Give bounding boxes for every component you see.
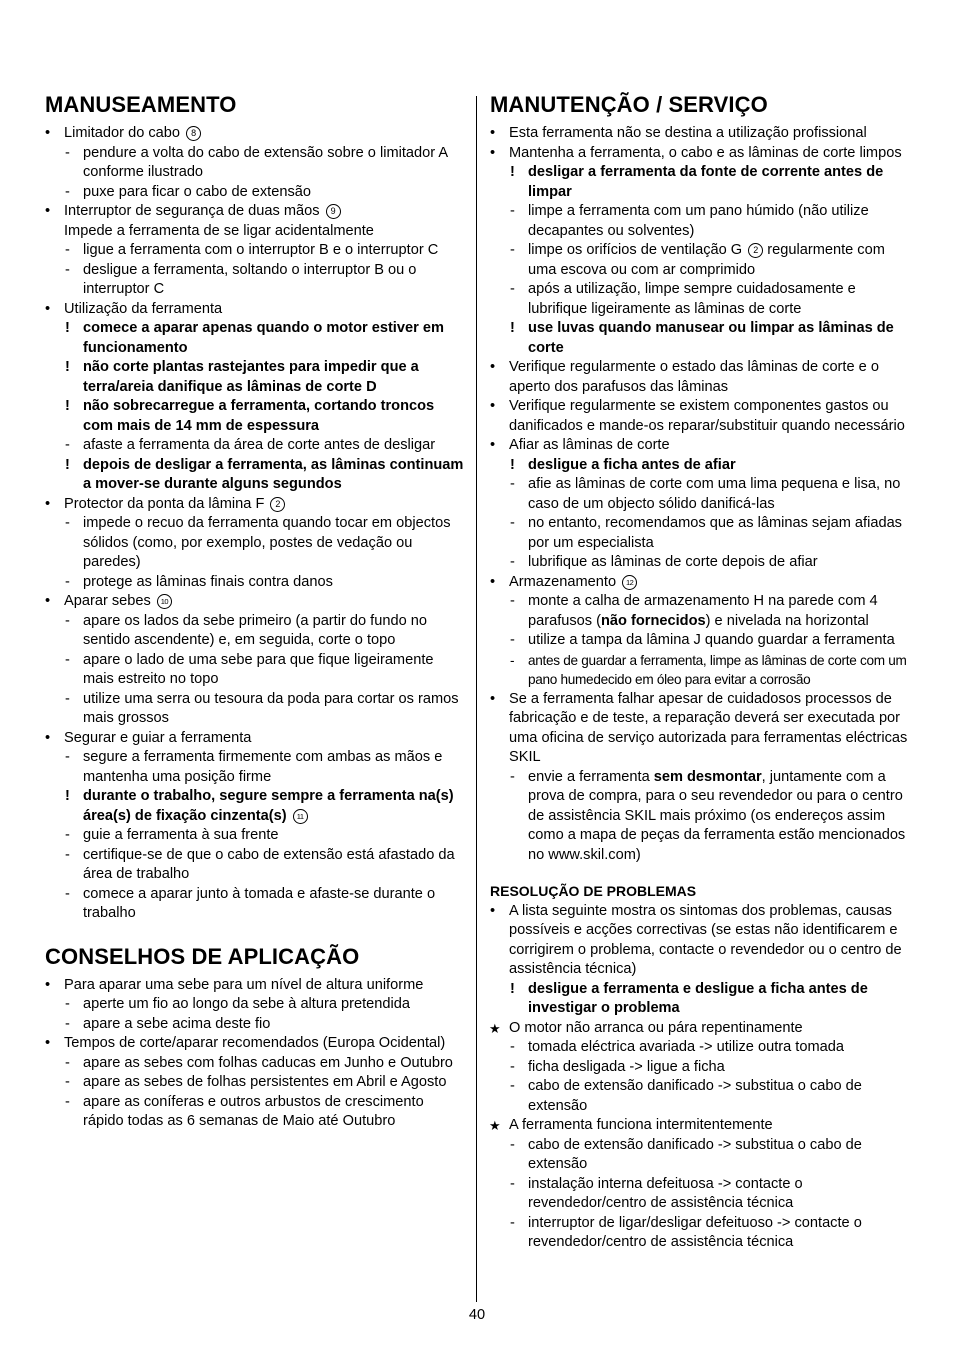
warning-item: ! use luvas quando manusear ou limpar as lâminas de corte <box>509 319 910 358</box>
sub-item: - protege as lâminas finais contra danos <box>64 573 465 593</box>
warning-item: ! desligue a ferramenta e desligue a ficha antes de investigar o problema <box>509 980 910 1019</box>
list-item-text: Interruptor de segurança de duas mãos <box>64 203 320 219</box>
sub-item: - apare o lado de uma sebe para que fique ligeiramente mais estreito no topo <box>64 651 465 690</box>
list-item-segurar <box>45 729 465 924</box>
list-item-text: A lista seguinte mostra os sintomas dos problemas, causas possíveis e acções correctivas (se estas não identificarem e corrigirem o problema, contacte o revendedor ou o centro de assistência técnica) <box>509 902 902 977</box>
problem-text: O motor não arranca ou pára repentinamente <box>509 1019 803 1036</box>
list-item-text: Segurar e guiar a ferramenta <box>64 729 252 746</box>
sub-item: - pendure a volta do cabo de extensão sobre o limitador A conforme ilustrado <box>64 144 465 183</box>
list-item: • Verifique regularmente o estado das lâminas de corte e o aperto dos parafusos das lâminas <box>490 358 910 397</box>
warning-item: ! desligue a ficha antes de afiar <box>509 456 910 476</box>
warning-item: ! não corte plantas rastejantes para impedir que a terra/areia danifique as lâminas de corte D <box>64 358 465 397</box>
sub-item: - apare as sebes com folhas caducas em Junho e Outubro <box>64 1054 465 1074</box>
list-item-text: Afiar as lâminas de corte <box>509 437 670 453</box>
section-title-conselhos: CONSELHOS DE APLICAÇÃO <box>45 943 360 969</box>
section-manuseamento <box>45 92 465 924</box>
warning-text: durante o trabalho, segure sempre a ferramenta na(s) área(s) de fixação cinzenta(s) <box>83 788 454 824</box>
sub-item-text: regularmente com uma escova ou com ar comprimido <box>528 242 885 278</box>
problem-item <box>490 1019 910 1117</box>
section-title-manuseamento: MANUSEAMENTO <box>45 92 237 117</box>
conselhos-list <box>45 976 465 1132</box>
warning-item: ! não sobrecarregue a ferramenta, cortando troncos com mais de 14 mm de espessura <box>64 397 465 436</box>
list-item-text: Tempos de corte/aparar recomendados (Europa Ocidental) <box>64 1035 446 1051</box>
warning-item <box>64 787 465 826</box>
sub-item: - limpe a ferramenta com um pano húmido (não utilize decapantes ou solventes) <box>509 202 910 241</box>
manutencao-list <box>490 124 910 865</box>
warning-item: ! depois de desligar a ferramenta, as lâminas continuam a mover-se durante alguns segundos <box>64 456 465 495</box>
sub-item-text: envie a ferramenta <box>528 768 654 785</box>
figure-ref-badge: 10 <box>157 594 172 609</box>
warning-item: ! comece a aparar apenas quando o motor estiver em funcionamento <box>64 319 465 358</box>
list-item-interruptor <box>45 202 465 300</box>
manuseamento-list <box>45 124 465 924</box>
sub-item: - apare os lados da sebe primeiro (a partir do fundo no sentido ascendente) e, em seguida, corte o topo <box>64 612 465 651</box>
list-item-afiar <box>490 436 910 573</box>
sub-item: - apare as coníferas e outros arbustos de crescimento rápido todas as 6 semanas de Maio até Outubro <box>64 1093 465 1132</box>
problem-text: A ferramenta funciona intermitentemente <box>509 1117 773 1133</box>
list-item-tempos <box>45 1034 465 1132</box>
warning-item: ! desligar a ferramenta da fonte de corrente antes de limpar <box>509 163 910 202</box>
column-divider <box>476 96 477 1302</box>
figure-ref-badge: 8 <box>186 126 201 141</box>
sub-item: - lubrifique as lâminas de corte depois de afiar <box>509 553 910 573</box>
sub-item: - após a utilização, limpe sempre cuidadosamente e lubrifique ligeiramente as lâminas de corte <box>509 280 910 319</box>
list-item-armazenamento <box>490 573 910 690</box>
list-item-protector <box>45 495 465 593</box>
sub-item-bold-text: não fornecidos <box>601 612 706 629</box>
sub-item: - comece a aparar junto à tomada e afaste-se durante o trabalho <box>64 885 465 924</box>
list-item: • Esta ferramenta não se destina a utilização profissional <box>490 124 910 144</box>
sub-item-text: limpe os orifícios de ventilação G <box>528 242 743 258</box>
list-item: • Verifique regularmente se existem componentes gastos ou danificados e mande-os reparar/substituir quando necessário <box>490 397 910 436</box>
sub-item <box>509 592 910 631</box>
figure-ref-badge: 2 <box>748 243 763 258</box>
figure-ref-badge: 11 <box>293 809 308 824</box>
list-item-limpeza <box>490 144 910 359</box>
sub-item: - utilize uma serra ou tesoura da poda para cortar os ramos mais grossos <box>64 690 465 729</box>
list-item-reparacao <box>490 690 910 866</box>
sub-item: - segure a ferramenta firmemente com ambas as mãos e mantenha uma posição firme <box>64 748 465 787</box>
sub-item: - apare a sebe acima deste fio <box>64 1015 465 1035</box>
sub-item: - cabo de extensão danificado -> substitua o cabo de extensão <box>509 1077 910 1116</box>
section-resolucao <box>490 882 910 1253</box>
sub-item: - afie as lâminas de corte com uma lima pequena e lisa, no caso de um objecto sólido danificá-las <box>509 475 910 514</box>
sub-item: - puxe para ficar o cabo de extensão <box>64 183 465 203</box>
sub-item-text: , juntamente com a prova de compra, para o seu revendedor ou para o centro de assistência SKIL mais próximo (os endereços assim como a mapa de peças da ferramenta estão mencionados no www.skil.com) <box>528 768 906 863</box>
list-item-intro <box>490 902 910 1019</box>
page-number: 40 <box>468 1307 486 1323</box>
sub-item: - utilize a tampa da lâmina J quando guardar a ferramenta <box>509 631 910 651</box>
sub-item: - guie a ferramenta à sua frente <box>64 826 465 846</box>
figure-ref-badge: 9 <box>326 204 341 219</box>
sub-item <box>509 241 910 280</box>
list-item-text: Se a ferramenta falhar apesar de cuidadosos processos de fabricação e de teste, a reparação deverá ser executada por uma oficina de serviço autorizada para ferramentas eléctricas SKIL <box>509 690 908 765</box>
sub-item-text: ) e nivelada na horizontal <box>705 612 869 629</box>
sub-item: - impede o recuo da ferramenta quando tocar em objectos sólidos (como, por exemplo, postes de vedação ou paredes) <box>64 514 465 573</box>
sub-item: - cabo de extensão danificado -> substitua o cabo de extensão <box>509 1136 910 1175</box>
list-item-text: Impede a ferramenta de se ligar acidentalmente <box>64 222 374 239</box>
sub-item: - aperte um fio ao longo da sebe à altura pretendida <box>64 995 465 1015</box>
list-item-text: Protector da ponta da lâmina F <box>64 495 265 512</box>
sub-item: - tomada eléctrica avariada -> utilize outra tomada <box>509 1038 910 1058</box>
section-conselhos <box>45 944 465 1132</box>
section-title-resolucao: RESOLUÇÃO DE PROBLEMAS <box>490 883 697 899</box>
list-item-text: Utilização da ferramenta <box>64 300 223 317</box>
right-column <box>490 92 910 1253</box>
sub-item: - antes de guardar a ferramenta, limpe as lâminas de corte com um pano humedecido em óleo para evitar a corrosão <box>509 651 910 690</box>
sub-item <box>509 768 910 866</box>
section-manutencao <box>490 92 910 865</box>
figure-ref-badge: 12 <box>622 575 637 590</box>
sub-item: - afaste a ferramenta da área de corte antes de desligar <box>64 436 465 456</box>
sub-item: - certifique-se de que o cabo de extensão está afastado da área de trabalho <box>64 846 465 885</box>
sub-item: - instalação interna defeituosa -> contacte o revendedor/centro de assistência técnica <box>509 1175 910 1214</box>
resolucao-list <box>490 902 910 1253</box>
sub-item-bold-text: sem desmontar <box>653 768 762 785</box>
left-column <box>45 92 465 1132</box>
list-item-aparar <box>45 592 465 729</box>
sub-item-text: monte a calha de armazenamento H na parede com 4 parafusos ( <box>528 593 878 629</box>
list-item-text: Aparar sebes <box>64 593 151 609</box>
list-item-text: Limitador do cabo <box>64 125 181 141</box>
problem-item <box>490 1116 910 1253</box>
sub-item: - no entanto, recomendamos que as lâminas sejam afiadas por um especialista <box>509 514 910 553</box>
sub-item: - desligue a ferramenta, soltando o interruptor B ou o interruptor C <box>64 261 465 300</box>
list-item-utilizacao <box>45 300 465 495</box>
sub-item: - apare as sebes de folhas persistentes em Abril e Agosto <box>64 1073 465 1093</box>
section-title-manutencao: MANUTENÇÃO / SERVIÇO <box>490 92 768 117</box>
sub-item: - interruptor de ligar/desligar defeituoso -> contacte o revendedor/centro de assistência técnica <box>509 1214 910 1253</box>
sub-item: - ficha desligada -> ligue a ficha <box>509 1058 910 1078</box>
list-item-text: Armazenamento <box>509 573 617 590</box>
list-item-text: Para aparar uma sebe para um nível de altura uniforme <box>64 976 424 993</box>
sub-item: - ligue a ferramenta com o interruptor B e o interruptor C <box>64 241 465 261</box>
list-item-limitador <box>45 124 465 202</box>
list-item-text: Mantenha a ferramenta, o cabo e as lâminas de corte limpos <box>509 144 902 161</box>
figure-ref-badge: 2 <box>270 497 285 512</box>
list-item-uniforme <box>45 976 465 1035</box>
